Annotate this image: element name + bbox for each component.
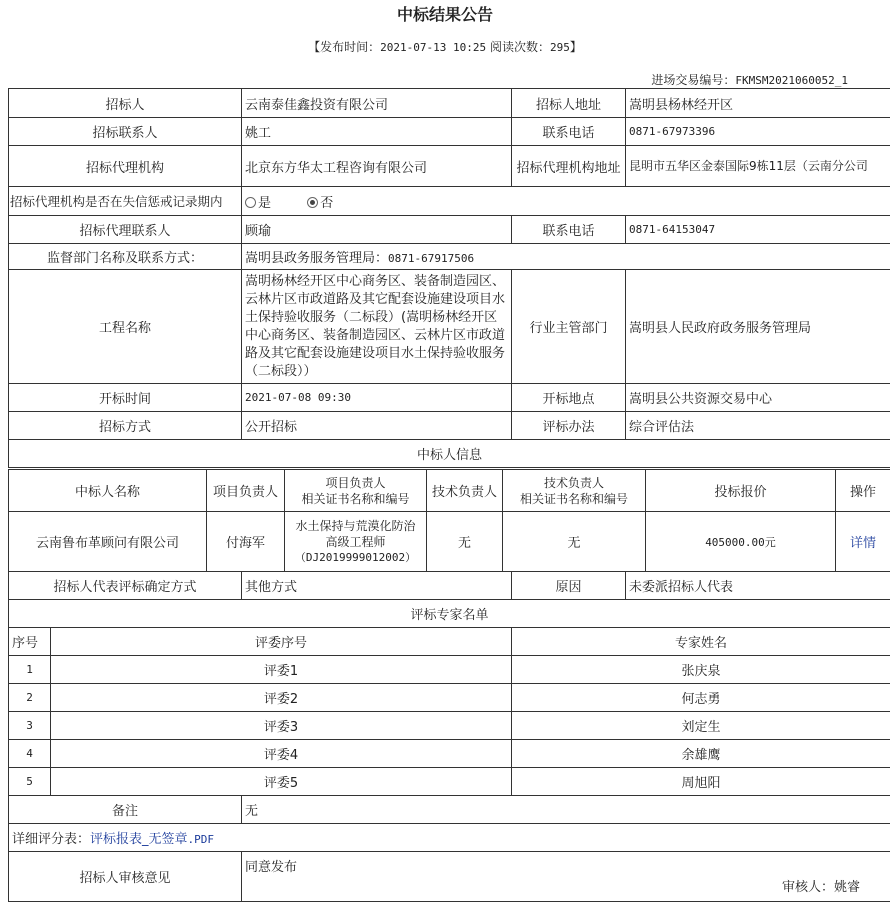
pm-cert-line2: 高级工程师 — [288, 534, 423, 550]
tech-cert-header-line2: 相关证书名称和编号 — [506, 491, 642, 507]
open-time-label: 开标时间 — [9, 384, 242, 412]
expert-name: 周旭阳 — [512, 768, 890, 796]
reason-label: 原因 — [512, 572, 626, 600]
tenderer-value: 云南泰佳鑫投资有限公司 — [242, 89, 512, 118]
score-report-link[interactable] — [90, 832, 214, 847]
expert-section-title: 评标专家名单 — [9, 600, 890, 628]
eval-value: 综合评估法 — [626, 412, 890, 440]
expert-name-header: 专家姓名 — [512, 628, 890, 656]
table-row — [9, 768, 890, 796]
review-label: 招标人审核意见 — [9, 852, 242, 902]
phone-value: 0871-67973396 — [626, 118, 890, 146]
credit-yes-label: 是 — [258, 196, 271, 211]
tech-header: 技术负责人 — [427, 470, 503, 512]
expert-no: 5 — [9, 768, 51, 796]
detail-score-row — [9, 824, 890, 852]
expert-seq: 评委3 — [51, 712, 512, 740]
winner-name: 云南鲁布革顾问有限公司 — [9, 512, 207, 572]
reviewer — [782, 876, 860, 895]
table-row — [9, 656, 890, 684]
reviewer-name: 姚睿 — [834, 880, 860, 895]
expert-seq: 评委1 — [51, 656, 512, 684]
credit-options — [242, 187, 890, 216]
detail-link[interactable]: 详情 — [836, 512, 890, 572]
publish-label: 【发布时间： — [308, 40, 380, 54]
reason-value: 未委派招标人代表 — [626, 572, 890, 600]
expert-name: 张庆泉 — [512, 656, 890, 684]
score-report-name: 评标报表_无签章 — [90, 832, 188, 847]
winner-name-header: 中标人名称 — [9, 470, 207, 512]
tech-cert-header — [503, 470, 646, 512]
tenderer-addr-value: 嵩明县杨林经开区 — [626, 89, 890, 118]
expert-seq-header: 评委序号 — [51, 628, 512, 656]
price-header: 投标报价 — [646, 470, 836, 512]
winner-tech: 无 — [427, 512, 503, 572]
publish-meta — [0, 38, 890, 55]
table-row — [9, 712, 890, 740]
pm-cert-header-line2: 相关证书名称和编号 — [288, 491, 423, 507]
views-label: 阅读次数： — [486, 40, 550, 54]
phone-label: 联系电话 — [512, 118, 626, 146]
expert-no: 2 — [9, 684, 51, 712]
agency-label: 招标代理机构 — [9, 146, 242, 187]
method-label: 招标方式 — [9, 412, 242, 440]
credit-no-label: 否 — [320, 196, 333, 211]
expert-no: 4 — [9, 740, 51, 768]
contact-label: 招标联系人 — [9, 118, 242, 146]
industry-label: 行业主管部门 — [512, 270, 626, 384]
supervisor-phone: 0871-67917506 — [388, 252, 474, 265]
agency-phone-value: 0871-64153047 — [626, 216, 890, 244]
agency-addr-label: 招标代理机构地址 — [512, 146, 626, 187]
winner-section-title: 中标人信息 — [9, 440, 890, 468]
pm-cert-line3: （DJ2019999012002） — [288, 550, 423, 566]
table-row — [9, 684, 890, 712]
page-title: 中标结果公告 — [0, 2, 890, 25]
review-value: 同意发布 — [242, 852, 890, 902]
publish-time: 2021-07-13 10:25 — [380, 41, 486, 54]
info-table — [8, 88, 890, 468]
op-header: 操作 — [836, 470, 890, 512]
detail-label: 详细评分表： — [12, 832, 90, 847]
winner-table — [8, 469, 890, 572]
agency-phone-label: 联系电话 — [512, 216, 626, 244]
pm-header: 项目负责人 — [207, 470, 285, 512]
credit-no-radio[interactable] — [307, 197, 318, 208]
trade-code-label: 进场交易编号： — [651, 73, 735, 87]
rep-value: 其他方式 — [242, 572, 512, 600]
expert-name: 刘定生 — [512, 712, 890, 740]
supervisor-value — [242, 244, 890, 270]
expert-name: 余雄鹰 — [512, 740, 890, 768]
open-time-value: 2021-07-08 09:30 — [242, 384, 512, 412]
agency-contact-value: 顾瑜 — [242, 216, 512, 244]
pm-cert-header — [285, 470, 427, 512]
project-label: 工程名称 — [9, 270, 242, 384]
credit-label: 招标代理机构是否在失信惩戒记录期内 — [9, 187, 242, 216]
expert-no-header: 序号 — [9, 628, 51, 656]
expert-no: 1 — [9, 656, 51, 684]
eval-label: 评标办法 — [512, 412, 626, 440]
agency-value: 北京东方华太工程咨询有限公司 — [242, 146, 512, 187]
expert-no: 3 — [9, 712, 51, 740]
view-count: 295 — [550, 41, 570, 54]
expert-table — [8, 571, 890, 902]
supervisor-name: 嵩明县政务服务管理局： — [245, 251, 388, 266]
industry-value: 嵩明县人民政府政务服务管理局 — [626, 270, 890, 384]
winner-price: 405000.00元 — [646, 512, 836, 572]
open-place-value: 嵩明县公共资源交易中心 — [626, 384, 890, 412]
trade-code-value: FKMSM2021060052_1 — [735, 74, 848, 87]
reviewer-label: 审核人： — [782, 880, 834, 895]
project-value: 嵩明杨林经开区中心商务区、装备制造园区、云林片区市政道路及其它配套设施建设项目水土保持验收服务（二标段）(嵩明杨林经开区中心商务区、装备制造园区、云林片区市政道路及其它配套设施建设项目水土保持验收服务（二标段）） — [242, 270, 512, 384]
tenderer-label: 招标人 — [9, 89, 242, 118]
remark-value: 无 — [242, 796, 890, 824]
expert-name: 何志勇 — [512, 684, 890, 712]
tech-cert-header-line1: 技术负责人 — [506, 475, 642, 491]
winner-pm: 付海军 — [207, 512, 285, 572]
open-place-label: 开标地点 — [512, 384, 626, 412]
meta-close: 】 — [570, 40, 582, 54]
trade-code — [651, 71, 848, 88]
expert-seq: 评委4 — [51, 740, 512, 768]
contact-value: 姚工 — [242, 118, 512, 146]
expert-seq: 评委2 — [51, 684, 512, 712]
score-report-ext: .PDF — [188, 833, 215, 846]
method-value: 公开招标 — [242, 412, 512, 440]
tenderer-addr-label: 招标人地址 — [512, 89, 626, 118]
table-row — [9, 740, 890, 768]
winner-pm-cert — [285, 512, 427, 572]
expert-seq: 评委5 — [51, 768, 512, 796]
remark-label: 备注 — [9, 796, 242, 824]
agency-contact-label: 招标代理联系人 — [9, 216, 242, 244]
winner-tech-cert: 无 — [503, 512, 646, 572]
agency-addr-value: 昆明市五华区金泰国际9栋11层（云南分公司 — [626, 146, 890, 187]
supervisor-label: 监督部门名称及联系方式： — [9, 244, 242, 270]
credit-yes-radio[interactable] — [245, 197, 256, 208]
pm-cert-line1: 水土保持与荒漠化防治 — [288, 518, 423, 534]
pm-cert-header-line1: 项目负责人 — [288, 475, 423, 491]
rep-label: 招标人代表评标确定方式 — [9, 572, 242, 600]
